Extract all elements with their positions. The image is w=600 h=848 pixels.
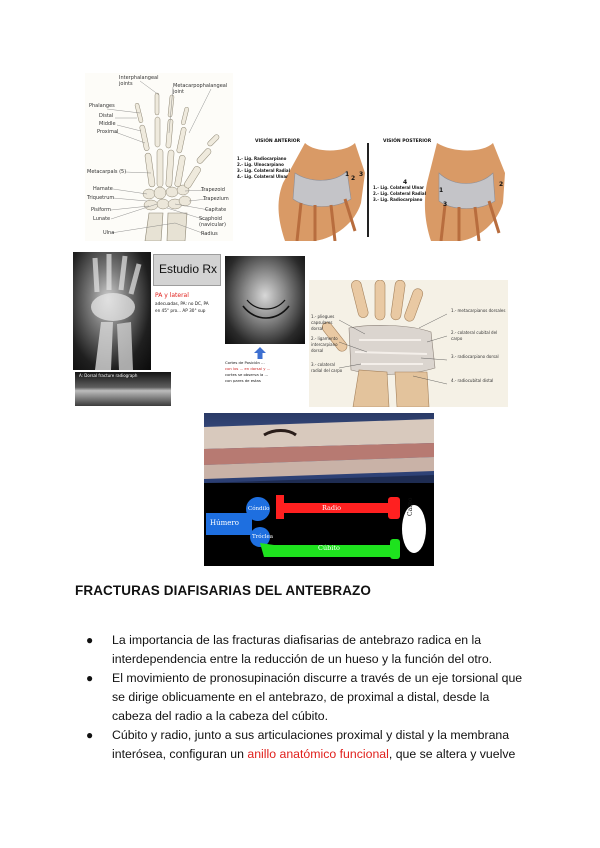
posterior-hand-drawing <box>423 143 508 241</box>
up-arrow-icon <box>254 347 266 359</box>
posterior-item-2: 2.- Lig. Colateral Radial <box>373 191 426 196</box>
label-metacarpals: Metacarpals (5) <box>87 169 127 175</box>
bullet-list <box>84 631 524 764</box>
posterior-number-1: 1 <box>439 187 444 194</box>
xray-right-arc <box>225 256 305 344</box>
bullet-text-3-after: , que se altera y vuelve <box>388 747 516 761</box>
anterior-item-1: 1.- Lig. Radiocarpiano <box>237 156 287 161</box>
label-capitate: Capitate <box>205 207 227 213</box>
xray-pa-bones <box>73 252 151 370</box>
anterior-number-2: 2 <box>351 175 356 182</box>
label-interphalangeal: Interphalangeal joints <box>119 75 159 87</box>
posterior-number-3: 3 <box>443 201 448 208</box>
label-distal: Distal <box>99 113 114 119</box>
label-ulna: Cúbito <box>318 544 340 552</box>
bullet-icon: ● <box>86 671 94 685</box>
label-trochlea: Tróclea <box>252 534 273 540</box>
anterior-number-1: 1 <box>345 171 350 178</box>
label-scaphoid: Scaphoid (navicular) <box>199 216 226 228</box>
label-condyle: Cóndilo <box>248 506 270 512</box>
label-lunate: Lunate <box>93 216 111 222</box>
xray-bottom-caption: A: Dorsal fracture radiograph <box>79 373 138 378</box>
dorsal-right-label-1: 1.- metacarpianos dorsales <box>451 308 506 313</box>
bullet-text-2: El movimiento de pronosupinación discurre a través de un eje torsional que se dirige oblicuamente en el antebrazo, de proximal a distal, desde la cabeza del radio a la cabeza del cúbito. <box>112 671 523 723</box>
label-triquetrum: Triquetrum <box>87 195 115 201</box>
bullet-highlight: anillo anatómico funcional <box>247 747 389 761</box>
label-trapezium: Trapezium <box>203 196 229 202</box>
bullet-icon: ● <box>86 728 94 742</box>
label-middle: Middle <box>99 121 116 127</box>
arrow-text-line-1: Cortes de Posición ... <box>225 360 265 365</box>
dorsal-left-label-1: 1.- pliegues capsulares dorsal <box>311 314 335 331</box>
dorsal-ligaments-figure <box>309 280 508 407</box>
views-divider <box>367 143 369 237</box>
posterior-item-3: 3.- Lig. Radiocarpiano <box>373 197 423 202</box>
pa-text-line-1: adecuadas, PA: no DC, PA <box>155 301 209 306</box>
bullet-text-1: La importancia de las fracturas diafisarias de antebrazo radica en la interdependencia entre la reducción de un hueso y la función del otro. <box>112 633 493 666</box>
anterior-number-3: 3 <box>359 171 364 178</box>
dorsal-left-label-2: 2.- ligamento intercarpiano dorsal <box>311 336 338 353</box>
label-pisiform: Pisiform <box>91 207 111 213</box>
dorsal-left-label-3: 3.- colateral radial del carpo <box>311 362 343 373</box>
dorsal-right-label-4: 4.- radiocubital distal <box>451 378 494 383</box>
xray-study-figure <box>73 252 305 407</box>
estudio-rx-title: Estudio Rx <box>159 262 218 276</box>
anterior-item-3: 3.- Lig. Colateral Radial <box>237 168 290 173</box>
arrow-text-line-3: cortes se observa la ... <box>225 372 269 377</box>
dorsal-right-label-2: 2.- colateral cubital del carpo <box>451 330 498 341</box>
label-proximal: Proximal <box>97 129 119 135</box>
forearm-figure <box>204 413 434 566</box>
anterior-title: VISIÓN ANTERIOR <box>255 139 301 144</box>
bullet-text-3-before: Cúbito y radio, junto a sus articulaciones proximal y distal y la membrana interósea, configuran un <box>112 728 510 761</box>
section-title: FRACTURAS DIAFISARIAS DEL ANTEBRAZO <box>75 583 371 598</box>
dorsal-right-label-3: 3.- radiocarpiano dorsal <box>451 354 499 359</box>
label-phalanges: Phalanges <box>89 103 115 109</box>
posterior-item-1: 1.- Lig. Colateral Ulnar <box>373 185 425 190</box>
hand-skeleton-figure <box>85 73 233 241</box>
anterior-item-2: 2.- Lig. Ulnocarpiano <box>237 162 284 167</box>
label-radius: Radius <box>201 231 218 237</box>
arrow-text-line-2: con los ... en dorsal y ... <box>225 366 271 371</box>
list-item <box>84 631 524 669</box>
posterior-title: VISIÓN POSTERIOR <box>383 139 432 144</box>
label-ulna: Ulna <box>103 230 115 236</box>
list-item <box>84 726 524 764</box>
label-carpus: Carpo <box>407 497 414 516</box>
ligament-views-figure <box>233 135 508 241</box>
label-trapezoid: Trapezoid <box>201 187 225 193</box>
list-item <box>84 669 524 726</box>
bullet-icon: ● <box>86 633 94 647</box>
label-hamate: Hamate <box>93 186 113 192</box>
anterior-hand-drawing <box>275 143 365 241</box>
label-humerus: Húmero <box>210 519 239 527</box>
label-radius: Radio <box>322 504 342 512</box>
anterior-item-4: 4.- Lig. Colateral Ulnar <box>237 174 289 179</box>
label-metacarpophalangeal: Metacarpophalangeal joint <box>173 83 228 95</box>
anterior-number-4: 4 <box>403 179 408 186</box>
arrow-text-line-4: con pares de estas <box>225 378 261 383</box>
pa-text-line-2: en 45° pro... AP 30° sup <box>155 308 206 313</box>
forearm-photo-bones <box>204 413 434 483</box>
pa-lateral-label: PA y lateral <box>155 292 189 299</box>
posterior-number-2: 2 <box>499 181 504 188</box>
